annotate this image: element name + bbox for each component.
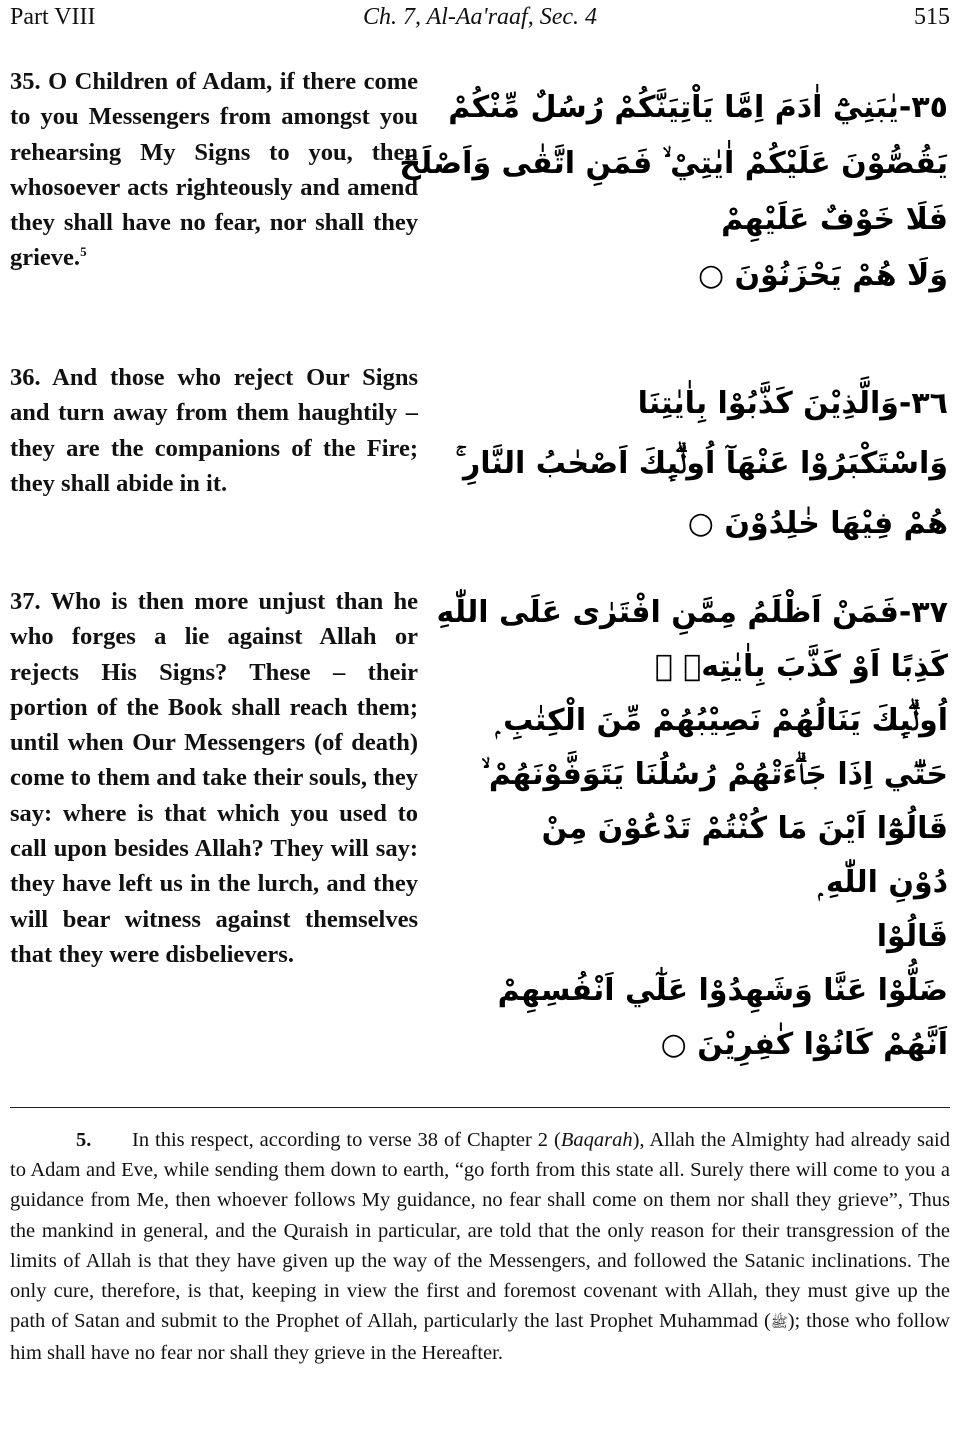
arabic-line: ضَلُّوْا عَنَّا وَشَهِدُوْا عَلٰٓي اَنْفُسِهِمْ — [497, 973, 948, 1008]
verse-text: 35. O Children of Adam, if there come to you Messengers from amongst you rehearsing My Signs to you, then whosoever acts righteously and amend they shall have no fear, nor shall they grieve. — [10, 68, 418, 272]
arabic-line: اَنَّهُمْ كَانُوْا كٰفِرِيْنَ ○ — [660, 1027, 948, 1062]
arabic-line: حَتّٰٓي اِذَا جَاۗءَتْهُمْ رُسُلُنَا يَتَوَفَّوْنَهُمْ ۙ — [481, 757, 948, 792]
footnote-text: ), Allah the Almighty had already said to Adam and Eve, while sending them down to earth, “go forth from this state all. Surely there will come to you a guidance from Me, then whoever follows My guidance, no fear shall come on them nor shall they grieve”, Thus the mankind in general, and the Quraish in particular, are told that the only reason for their transgression of the limits of Allah is that they have given up the way of the Messengers, and followed the Satanic inclinations. The only cure, therefore, is that, keeping in view the first and foremost covenant with Allah, they must give up the path of Satan and submit to the Prophet of Allah, particularly the last Prophet Muhammad ( — [10, 1129, 950, 1333]
arabic-line: كَذِبًا اَوْ كَذَّبَ بِاٰيٰتِهٖ ۭ — [654, 649, 948, 684]
verse-text: 36. And those who reject Our Signs and turn away from them haughtily – they are the companions of the Fire; they shall abide in it. — [10, 364, 418, 497]
verse-37-arabic — [436, 586, 948, 1072]
verse-35-arabic — [399, 80, 948, 304]
arabic-line: ٣٦-وَالَّذِيْنَ كَذَّبُوْا بِاٰيٰتِنَا — [637, 386, 948, 421]
footnote-reference: 5 — [80, 244, 87, 260]
arabic-line: ٣٧-فَمَنْ اَظْلَمُ مِمَّنِ افْتَرٰى عَلَى اللّٰهِ — [436, 595, 948, 630]
arabic-line: قَالُوْا — [876, 919, 948, 954]
footnote-text: ); those who follow him shall have no fear nor shall they grieve in the Hereafter. — [10, 1310, 950, 1365]
honorific-glyph: ﷺ — [770, 1315, 788, 1332]
arabic-line: وَاسْتَكْبَرُوْا عَنْهَآ اُولٰۗىِٕكَ اَصْحٰبُ النَّارِ ۚ — [455, 446, 948, 481]
footnote-divider — [10, 1107, 950, 1108]
footnote-text: In this respect, according to verse 38 of Chapter 2 ( — [132, 1129, 561, 1151]
verse-35-english — [10, 64, 418, 276]
verse-text: 37. Who is then more unjust than he who forges a lie against Allah or rejects His Signs? These – their portion of the Book shall reach them; until when Our Messengers (of death) come to them and take their souls, they say: where is that which you used to call upon besides Allah? They will say: they have left us in the lurch, and they will bear witness against themselves that they were disbelievers. — [10, 588, 418, 968]
arabic-line: قَالُوْٓا اَيْنَ مَا كُنْتُمْ تَدْعُوْنَ مِنْ — [541, 811, 948, 846]
arabic-line: وَلَا هُمْ يَحْزَنُوْنَ ○ — [697, 258, 948, 293]
arabic-line: ٣٥-يٰبَنِيْٓ اٰدَمَ اِمَّا يَاْتِيَنَّكُمْ رُسُلٌ مِّنْكُمْ — [448, 90, 948, 125]
chapter-title: Ch. 7, Al-Aa'raaf, Sec. 4 — [363, 4, 597, 30]
verse-36-english — [10, 360, 418, 501]
arabic-line: فَلَا خَوْفٌ عَلَيْهِمْ — [721, 202, 948, 237]
arabic-line: اُولٰۗىِٕكَ يَنَالُهُمْ نَصِيْبُهُمْ مِّنَ الْكِتٰبِ ۭ — [495, 703, 948, 738]
page-header — [10, 4, 950, 40]
footnote-number: 5. — [76, 1129, 92, 1151]
part-label: Part VIII — [10, 4, 96, 30]
footnote — [10, 1125, 950, 1369]
footnote-surah-name: Baqarah — [560, 1129, 633, 1151]
verse-37-english — [10, 584, 418, 972]
verse-36-arabic — [455, 374, 948, 554]
page-number: 515 — [914, 4, 950, 30]
arabic-line: دُوْنِ اللّٰهِ ۭ — [818, 865, 948, 900]
arabic-line: يَقُصُّوْنَ عَلَيْكُمْ اٰيٰتِيْ ۙ فَمَنِ اتَّقٰى وَاَصْلَحَ — [399, 146, 948, 181]
arabic-line: هُمْ فِيْهَا خٰلِدُوْنَ ○ — [687, 506, 948, 541]
